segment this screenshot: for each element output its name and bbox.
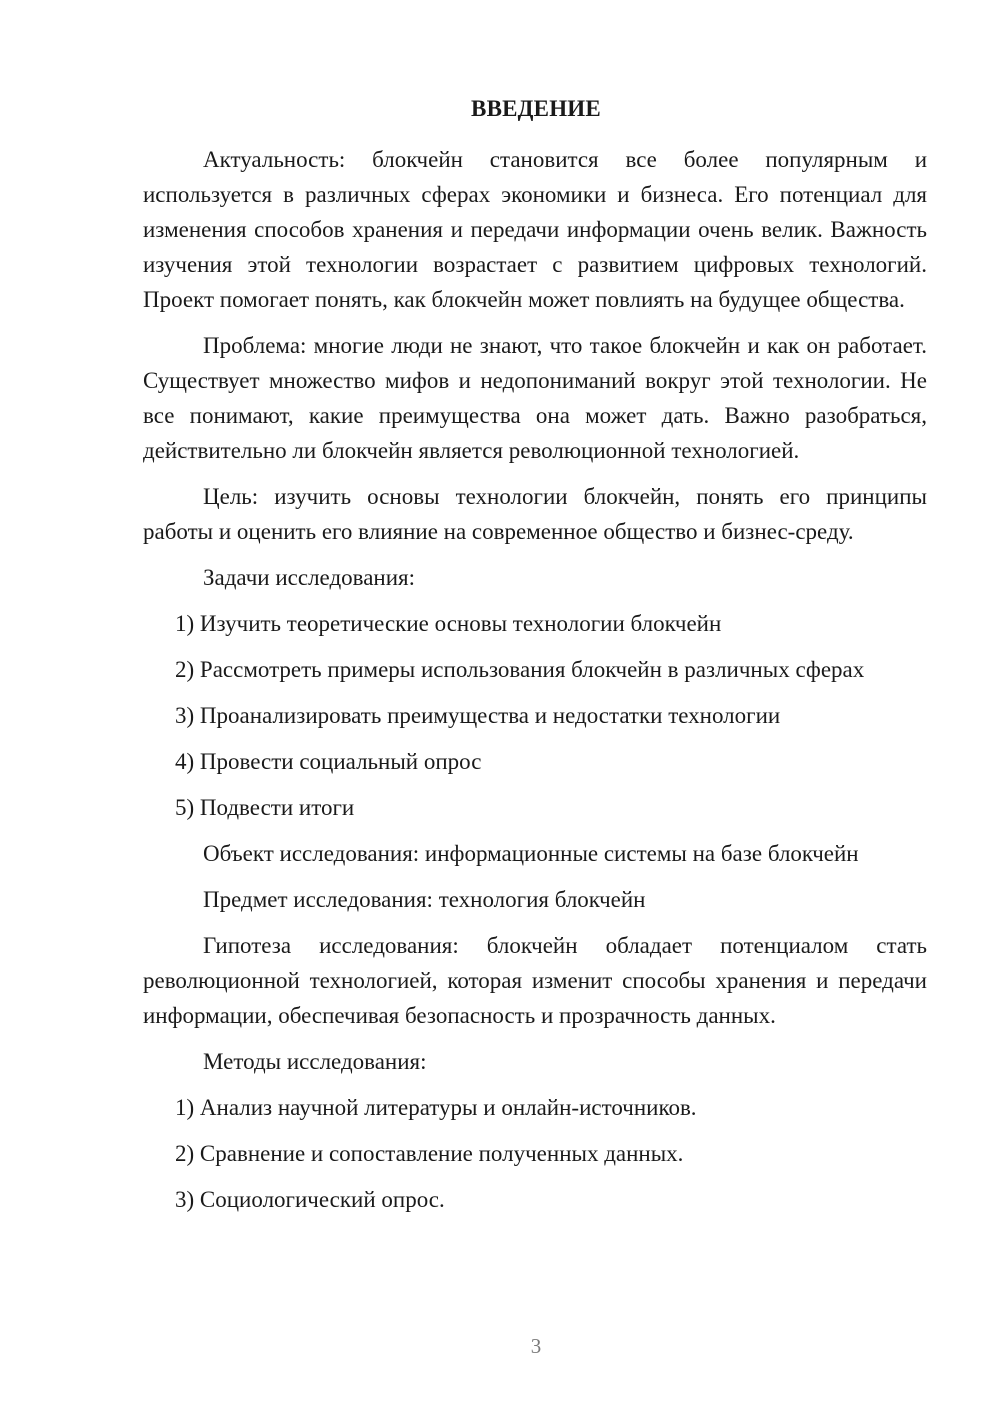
list-item: 3) Проанализировать преимущества и недостатки технологии: [175, 703, 781, 728]
page-number: 3: [530, 1334, 542, 1358]
document-body: [143, 142, 927, 1228]
relevance-paragraph: Актуальность: блокчейн становится все более популярным и используется в различных сферах экономики и бизнеса. Его потенциал для изменения способов хранения и передачи информации очень велик. Важность изучения этой технологии возрастает с развитием цифровых технологий. Проект помогает понять, как блокчейн может повлиять на будущее общества.: [143, 147, 927, 312]
list-item: 2) Рассмотреть примеры использования блокчейн в различных сферах: [175, 657, 865, 682]
object-paragraph: Объект исследования: информационные системы на базе блокчейн: [203, 841, 859, 866]
list-item: 1) Анализ научной литературы и онлайн-источников.: [175, 1095, 697, 1120]
page-title: ВВЕДЕНИЕ: [471, 96, 601, 121]
tasks-list: [143, 606, 927, 825]
list-item: 2) Сравнение и сопоставление полученных данных.: [175, 1141, 684, 1166]
problem-paragraph: Проблема: многие люди не знают, что такое блокчейн и как он работает. Существует множество мифов и недопониманий вокруг этой технологии. Не все понимают, какие преимущества она может дать. Важно разобраться, действительно ли блокчейн является революционной технологией.: [143, 333, 927, 463]
list-item: 1) Изучить теоретические основы технологии блокчейн: [175, 611, 722, 636]
list-item: 4) Провести социальный опрос: [175, 749, 482, 774]
methods-list: [143, 1090, 927, 1217]
hypothesis-paragraph: Гипотеза исследования: блокчейн обладает потенциалом стать революционной технологией, которая изменит способы хранения и передачи информации, обеспечивая безопасность и прозрачность данных.: [143, 933, 927, 1028]
list-item: 5) Подвести итоги: [175, 795, 355, 820]
subject-paragraph: Предмет исследования: технология блокчейн: [203, 887, 646, 912]
tasks-heading: Задачи исследования:: [203, 565, 416, 590]
list-item: 3) Социологический опрос.: [175, 1187, 445, 1212]
methods-heading: Методы исследования:: [203, 1049, 427, 1074]
goal-paragraph: Цель: изучить основы технологии блокчейн, понять его принципы работы и оценить его влияние на современное общество и бизнес-среду.: [143, 484, 927, 544]
